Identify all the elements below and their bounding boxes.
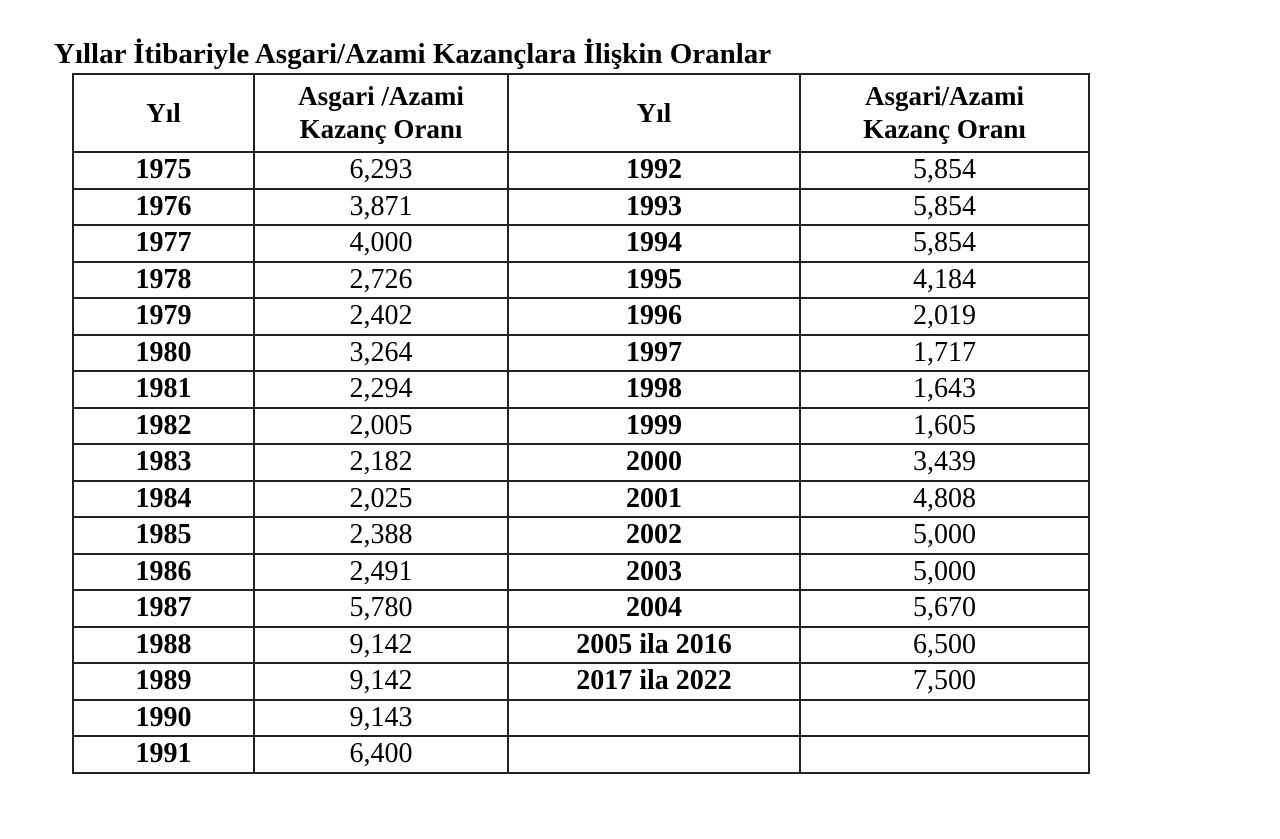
right-year-cell — [508, 736, 800, 773]
right-ratio-cell: 4,184 — [800, 262, 1089, 299]
right-year-cell: 2004 — [508, 590, 800, 627]
ratio-table — [72, 73, 1090, 774]
right-ratio-cell: 4,808 — [800, 481, 1089, 518]
right-ratio-cell: 6,500 — [800, 627, 1089, 664]
table-row — [73, 663, 1089, 700]
left-year-cell: 1977 — [73, 225, 254, 262]
header-right-ratio — [800, 74, 1089, 152]
table-header-row — [73, 74, 1089, 152]
left-ratio-cell: 2,726 — [254, 262, 508, 299]
left-year-cell: 1988 — [73, 627, 254, 664]
right-ratio-cell: 5,000 — [800, 517, 1089, 554]
left-year-cell: 1984 — [73, 481, 254, 518]
right-year-cell: 2003 — [508, 554, 800, 591]
right-year-cell: 2002 — [508, 517, 800, 554]
table-body — [73, 152, 1089, 773]
right-ratio-cell: 1,717 — [800, 335, 1089, 372]
right-ratio-cell: 3,439 — [800, 444, 1089, 481]
right-ratio-cell: 2,019 — [800, 298, 1089, 335]
table-row — [73, 481, 1089, 518]
left-year-cell: 1983 — [73, 444, 254, 481]
right-ratio-cell: 5,000 — [800, 554, 1089, 591]
left-ratio-cell: 2,402 — [254, 298, 508, 335]
left-ratio-cell: 5,780 — [254, 590, 508, 627]
left-year-cell: 1980 — [73, 335, 254, 372]
left-year-cell: 1991 — [73, 736, 254, 773]
right-year-cell — [508, 700, 800, 737]
left-ratio-cell: 4,000 — [254, 225, 508, 262]
table-row — [73, 408, 1089, 445]
page-title: Yıllar İtibariyle Asgari/Azami Kazançlara İlişkin Oranlar — [54, 38, 772, 70]
right-year-cell: 2005 ila 2016 — [508, 627, 800, 664]
right-year-cell: 1997 — [508, 335, 800, 372]
right-ratio-cell: 5,854 — [800, 189, 1089, 226]
header-left-ratio-line2: Kazanç Oranı — [299, 114, 463, 144]
right-year-cell: 1993 — [508, 189, 800, 226]
right-ratio-cell: 5,854 — [800, 225, 1089, 262]
table-row — [73, 627, 1089, 664]
right-year-cell: 2000 — [508, 444, 800, 481]
table-row — [73, 700, 1089, 737]
table-row — [73, 517, 1089, 554]
right-ratio-cell: 1,605 — [800, 408, 1089, 445]
left-year-cell: 1975 — [73, 152, 254, 189]
table-row — [73, 335, 1089, 372]
table-row — [73, 554, 1089, 591]
left-year-cell: 1981 — [73, 371, 254, 408]
left-year-cell: 1982 — [73, 408, 254, 445]
left-ratio-cell: 3,871 — [254, 189, 508, 226]
right-ratio-cell: 5,854 — [800, 152, 1089, 189]
table-row — [73, 298, 1089, 335]
left-year-cell: 1990 — [73, 700, 254, 737]
left-ratio-cell: 9,142 — [254, 627, 508, 664]
left-ratio-cell: 2,182 — [254, 444, 508, 481]
left-year-cell: 1985 — [73, 517, 254, 554]
header-left-year: Yıl — [73, 74, 254, 152]
right-year-cell: 1998 — [508, 371, 800, 408]
right-year-cell: 1992 — [508, 152, 800, 189]
table-row — [73, 736, 1089, 773]
left-ratio-cell: 6,293 — [254, 152, 508, 189]
left-ratio-cell: 6,400 — [254, 736, 508, 773]
left-ratio-cell: 2,025 — [254, 481, 508, 518]
header-right-ratio-line2: Kazanç Oranı — [863, 114, 1026, 144]
right-year-cell: 1996 — [508, 298, 800, 335]
table-row — [73, 590, 1089, 627]
left-ratio-cell: 2,005 — [254, 408, 508, 445]
right-year-cell: 2017 ila 2022 — [508, 663, 800, 700]
right-year-cell: 2001 — [508, 481, 800, 518]
header-left-ratio-line1: Asgari /Azami — [298, 81, 464, 111]
table-row — [73, 225, 1089, 262]
table-row — [73, 152, 1089, 189]
left-year-cell: 1987 — [73, 590, 254, 627]
right-ratio-cell: 7,500 — [800, 663, 1089, 700]
left-year-cell: 1976 — [73, 189, 254, 226]
table-row — [73, 371, 1089, 408]
left-ratio-cell: 9,142 — [254, 663, 508, 700]
left-ratio-cell: 3,264 — [254, 335, 508, 372]
header-left-ratio — [254, 74, 508, 152]
table-row — [73, 189, 1089, 226]
right-ratio-cell: 5,670 — [800, 590, 1089, 627]
header-right-ratio-line1: Asgari/Azami — [865, 81, 1024, 111]
left-ratio-cell: 2,388 — [254, 517, 508, 554]
table-row — [73, 444, 1089, 481]
header-right-year: Yıl — [508, 74, 800, 152]
right-ratio-cell — [800, 700, 1089, 737]
right-year-cell: 1995 — [508, 262, 800, 299]
left-year-cell: 1986 — [73, 554, 254, 591]
left-ratio-cell: 2,491 — [254, 554, 508, 591]
right-year-cell: 1999 — [508, 408, 800, 445]
table-row — [73, 262, 1089, 299]
right-ratio-cell — [800, 736, 1089, 773]
left-year-cell: 1989 — [73, 663, 254, 700]
left-ratio-cell: 2,294 — [254, 371, 508, 408]
right-ratio-cell: 1,643 — [800, 371, 1089, 408]
right-year-cell: 1994 — [508, 225, 800, 262]
left-ratio-cell: 9,143 — [254, 700, 508, 737]
left-year-cell: 1978 — [73, 262, 254, 299]
left-year-cell: 1979 — [73, 298, 254, 335]
